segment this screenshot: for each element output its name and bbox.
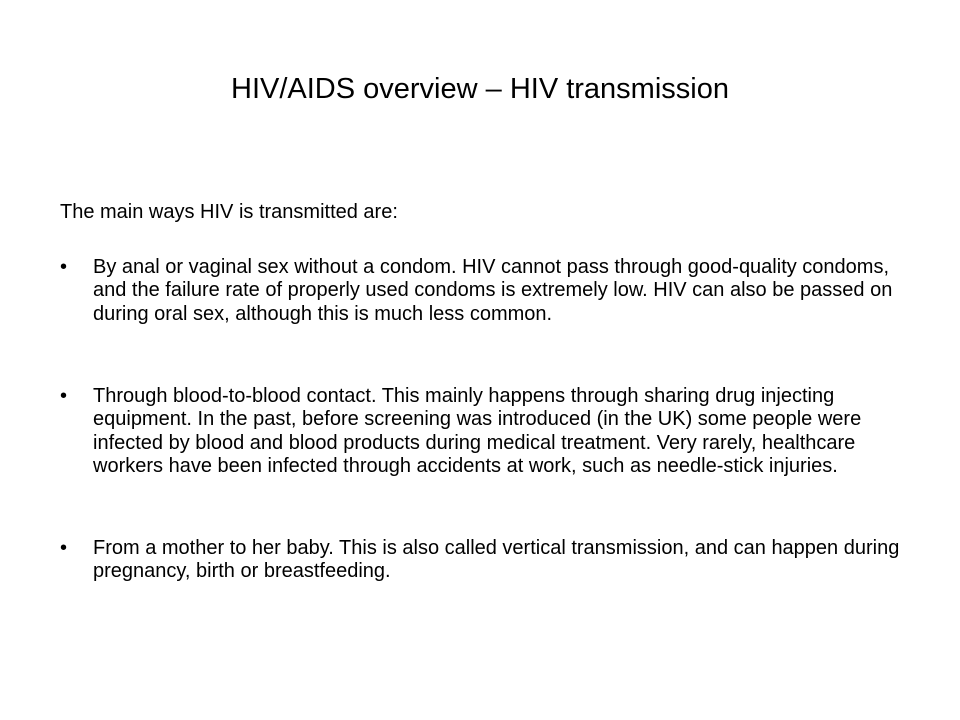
bullet-item-sexual-transmission xyxy=(60,256,910,326)
bullet-icon: • xyxy=(60,385,68,407)
bullet-icon: • xyxy=(60,537,68,559)
bullet-item-blood-contact xyxy=(60,385,910,478)
bullet-icon: • xyxy=(60,256,68,278)
intro-text: The main ways HIV is transmitted are: xyxy=(60,201,398,223)
bullet-item-mother-to-baby xyxy=(60,537,910,584)
bullet-text: From a mother to her baby. This is also called vertical transmission, and can happen during pregnancy, birth or breastfeeding. xyxy=(93,537,900,583)
bullet-text: Through blood-to-blood contact. This mainly happens through sharing drug injecting equipment. In the past, before screening was introduced (in the UK) some people were infected by blood and blood products during medical treatment. Very rarely, healthcare workers have been infected through accidents at work, such as needle-stick injuries. xyxy=(93,385,862,477)
slide-title: HIV/AIDS overview – HIV transmission xyxy=(231,73,729,105)
bullet-text: By anal or vaginal sex without a condom. HIV cannot pass through good-quality condoms, and the failure rate of properly used condoms is extremely low. HIV can also be passed on during oral sex, although this is much less common. xyxy=(93,256,893,325)
